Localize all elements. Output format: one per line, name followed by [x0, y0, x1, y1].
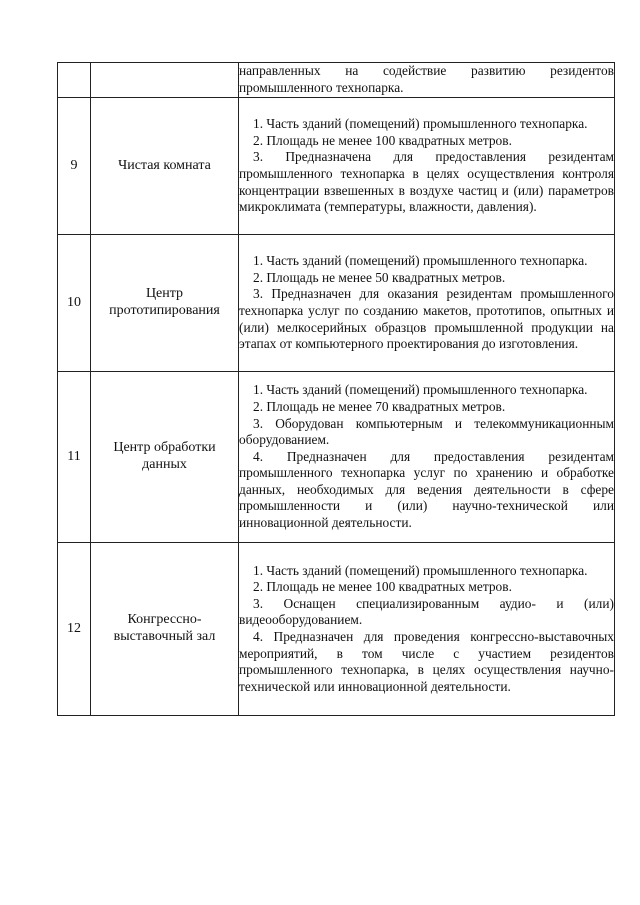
description-item: 1. Часть зданий (помещений) промышленного технопарка.	[253, 562, 588, 578]
description-text: направленных на содействие развитию резидентов промышленного технопарка.	[239, 63, 614, 95]
table-row-continuation	[58, 63, 615, 98]
description-item: 2. Площадь не менее 100 квадратных метров.	[253, 579, 512, 595]
description-item: 4. Предназначен для проведения конгрессно-выставочных мероприятий, в том числе с участием резидентов промышленного технопарка, в целях осуществления научно-технической или инновационной деятельности.	[239, 629, 614, 694]
description-item: 1. Часть зданий (помещений) промышленного технопарка.	[253, 253, 588, 269]
row-number-cell: 12	[58, 543, 91, 716]
row-description-cell	[239, 98, 615, 235]
row-number-cell	[58, 63, 91, 98]
row-description-cell	[239, 63, 615, 98]
description-item: 3. Предназначена для предоставления резидентам промышленного технопарка в целях осуществления контроля концентрации взвешенных в воздухе частиц и (или) параметров микроклимата (температуры, влажности, давления).	[239, 149, 614, 215]
row-number-cell: 11	[58, 372, 91, 543]
description-item: 4. Предназначен для предоставления резидентам промышленного технопарка услуг по хранению и обработке данных, необходимых для ведения деятельности в сфере промышленности и (или) научно-технической или инновационной деятельности.	[239, 448, 614, 531]
description-item: 2. Площадь не менее 70 квадратных метров.	[253, 398, 506, 414]
row-name-cell: Конгрессно-выставочный зал	[91, 543, 239, 716]
table-row	[58, 235, 615, 372]
description-item: 3. Оборудован компьютерным и телекоммуникационным оборудованием.	[239, 415, 614, 448]
row-name-cell	[91, 63, 239, 98]
row-name-cell: Центр обработки данных	[91, 372, 239, 543]
row-name-cell: Центр прототипирования	[91, 235, 239, 372]
table-row	[58, 543, 615, 716]
row-description-cell	[239, 543, 615, 716]
row-name-cell: Чистая комната	[91, 98, 239, 235]
table-row	[58, 372, 615, 543]
row-description-cell	[239, 235, 615, 372]
row-number-cell: 10	[58, 235, 91, 372]
description-item: 2. Площадь не менее 100 квадратных метров.	[253, 132, 512, 148]
table-row	[58, 98, 615, 235]
description-item: 2. Площадь не менее 50 квадратных метров.	[253, 269, 506, 285]
description-item: 3. Оснащен специализированным аудио- и (или) видеооборудованием.	[239, 595, 614, 628]
row-number-cell: 9	[58, 98, 91, 235]
description-item: 1. Часть зданий (помещений) промышленного технопарка.	[253, 382, 588, 398]
description-item: 1. Часть зданий (помещений) промышленного технопарка.	[253, 116, 588, 132]
infrastructure-table	[57, 62, 615, 716]
description-item: 3. Предназначен для оказания резидентам промышленного технопарка услуг по созданию макетов, прототипов, опытных и (или) мелкосерийных образцов промышленной продукции на этапах от компьютерного проектирования до изготовления.	[239, 286, 614, 352]
row-description-cell	[239, 372, 615, 543]
